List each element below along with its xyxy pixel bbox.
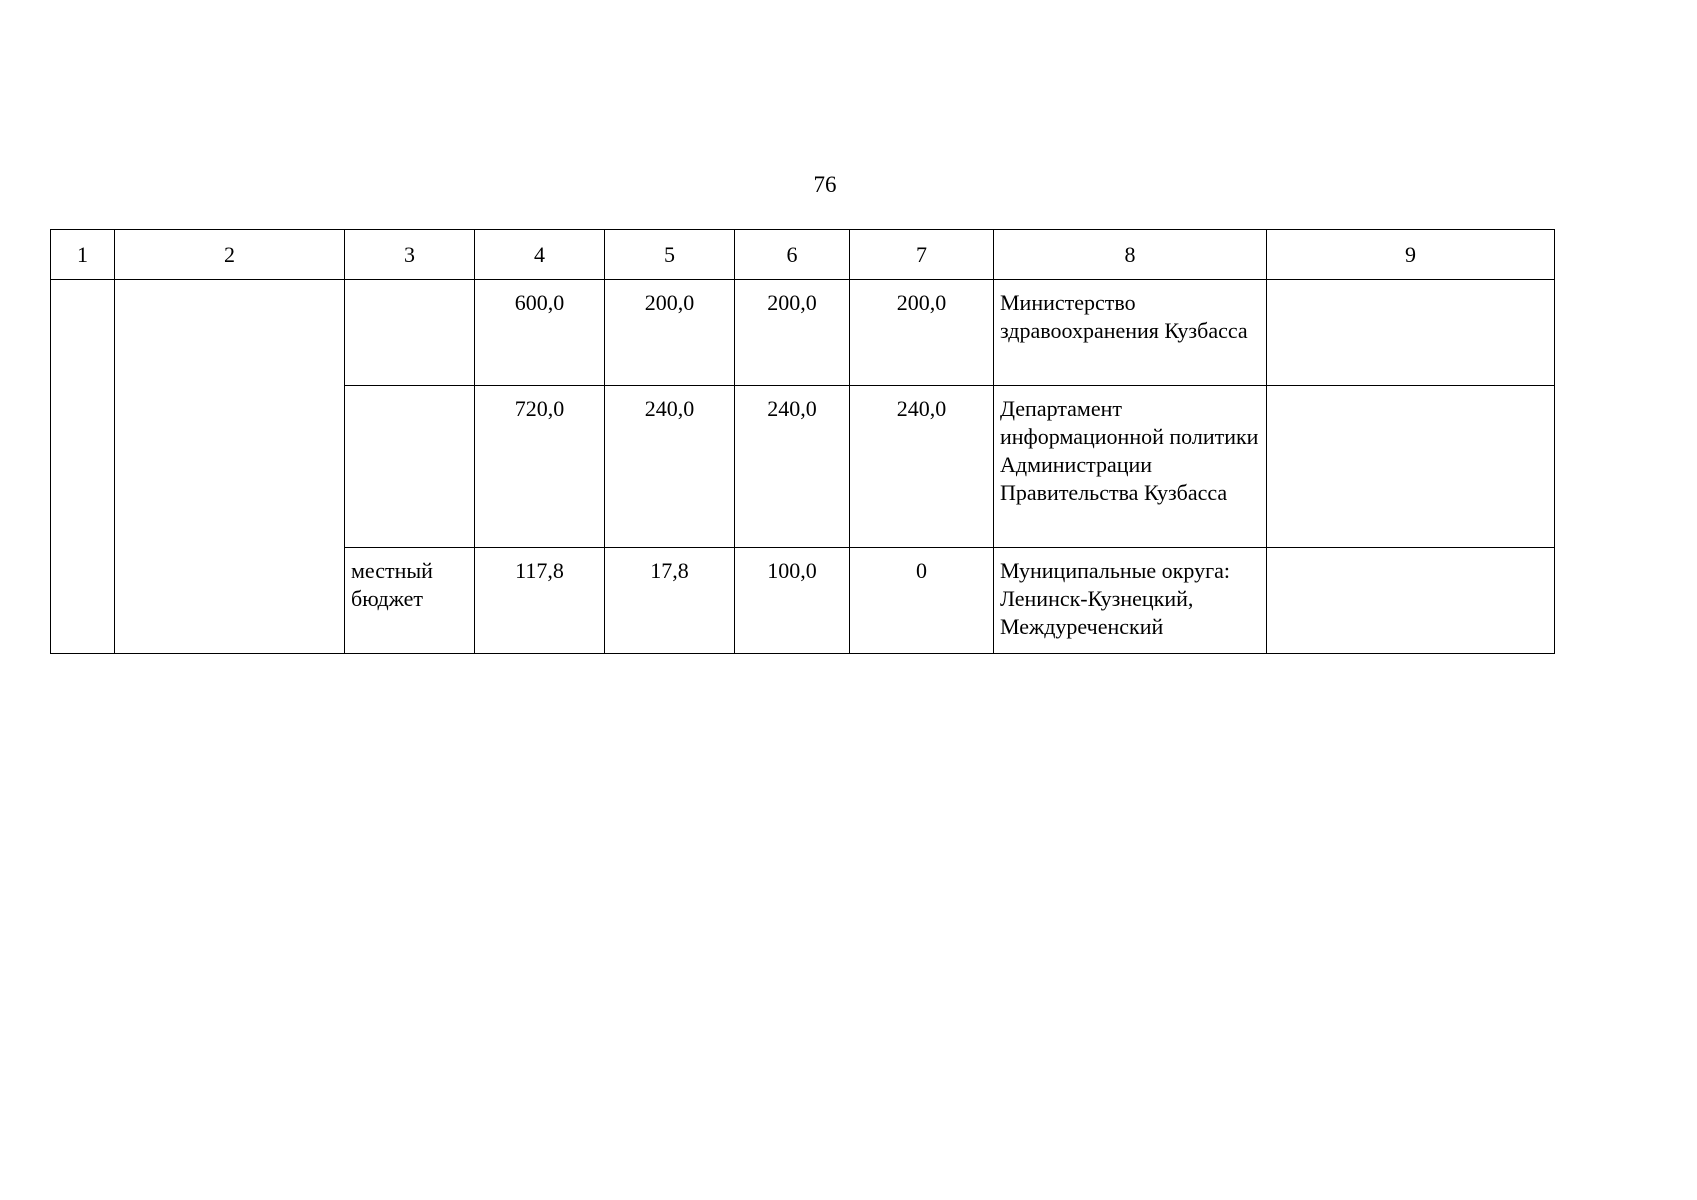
table-row bbox=[51, 280, 1555, 386]
page-number: 76 bbox=[813, 172, 837, 197]
column-header-5: 5 bbox=[605, 230, 735, 280]
column-header-4: 4 bbox=[475, 230, 605, 280]
year3-amount-cell: 200,0 bbox=[850, 280, 994, 386]
total-amount-cell: 600,0 bbox=[475, 280, 605, 386]
total-amount-cell: 117,8 bbox=[475, 548, 605, 654]
executor-cell: Министерство здравоохранения Кузбасса bbox=[994, 280, 1267, 386]
total-amount-cell: 720,0 bbox=[475, 386, 605, 548]
year2-amount-cell: 100,0 bbox=[735, 548, 850, 654]
column-header-1: 1 bbox=[51, 230, 115, 280]
year1-amount-cell: 17,8 bbox=[605, 548, 735, 654]
executor-cell: Муниципальные округа: Ленинск-Кузнецкий, Междуреченский bbox=[994, 548, 1267, 654]
year1-amount-cell: 200,0 bbox=[605, 280, 735, 386]
source-cell bbox=[345, 386, 475, 548]
executor-cell: Департамент информационной политики Администрации Правительства Кузбасса bbox=[994, 386, 1267, 548]
column-header-2: 2 bbox=[115, 230, 345, 280]
column-header-3: 3 bbox=[345, 230, 475, 280]
column-header-8: 8 bbox=[994, 230, 1267, 280]
year3-amount-cell: 0 bbox=[850, 548, 994, 654]
table-header-row bbox=[51, 230, 1555, 280]
notes-cell bbox=[1267, 548, 1555, 654]
column-header-7: 7 bbox=[850, 230, 994, 280]
column-header-9: 9 bbox=[1267, 230, 1555, 280]
column-header-6: 6 bbox=[735, 230, 850, 280]
merged-cell-col2 bbox=[115, 280, 345, 654]
notes-cell bbox=[1267, 280, 1555, 386]
year2-amount-cell: 200,0 bbox=[735, 280, 850, 386]
source-cell: местный бюджет bbox=[345, 548, 475, 654]
notes-cell bbox=[1267, 386, 1555, 548]
year3-amount-cell: 240,0 bbox=[850, 386, 994, 548]
merged-cell-col1 bbox=[51, 280, 115, 654]
financing-table bbox=[50, 229, 1555, 654]
year2-amount-cell: 240,0 bbox=[735, 386, 850, 548]
source-cell bbox=[345, 280, 475, 386]
year1-amount-cell: 240,0 bbox=[605, 386, 735, 548]
